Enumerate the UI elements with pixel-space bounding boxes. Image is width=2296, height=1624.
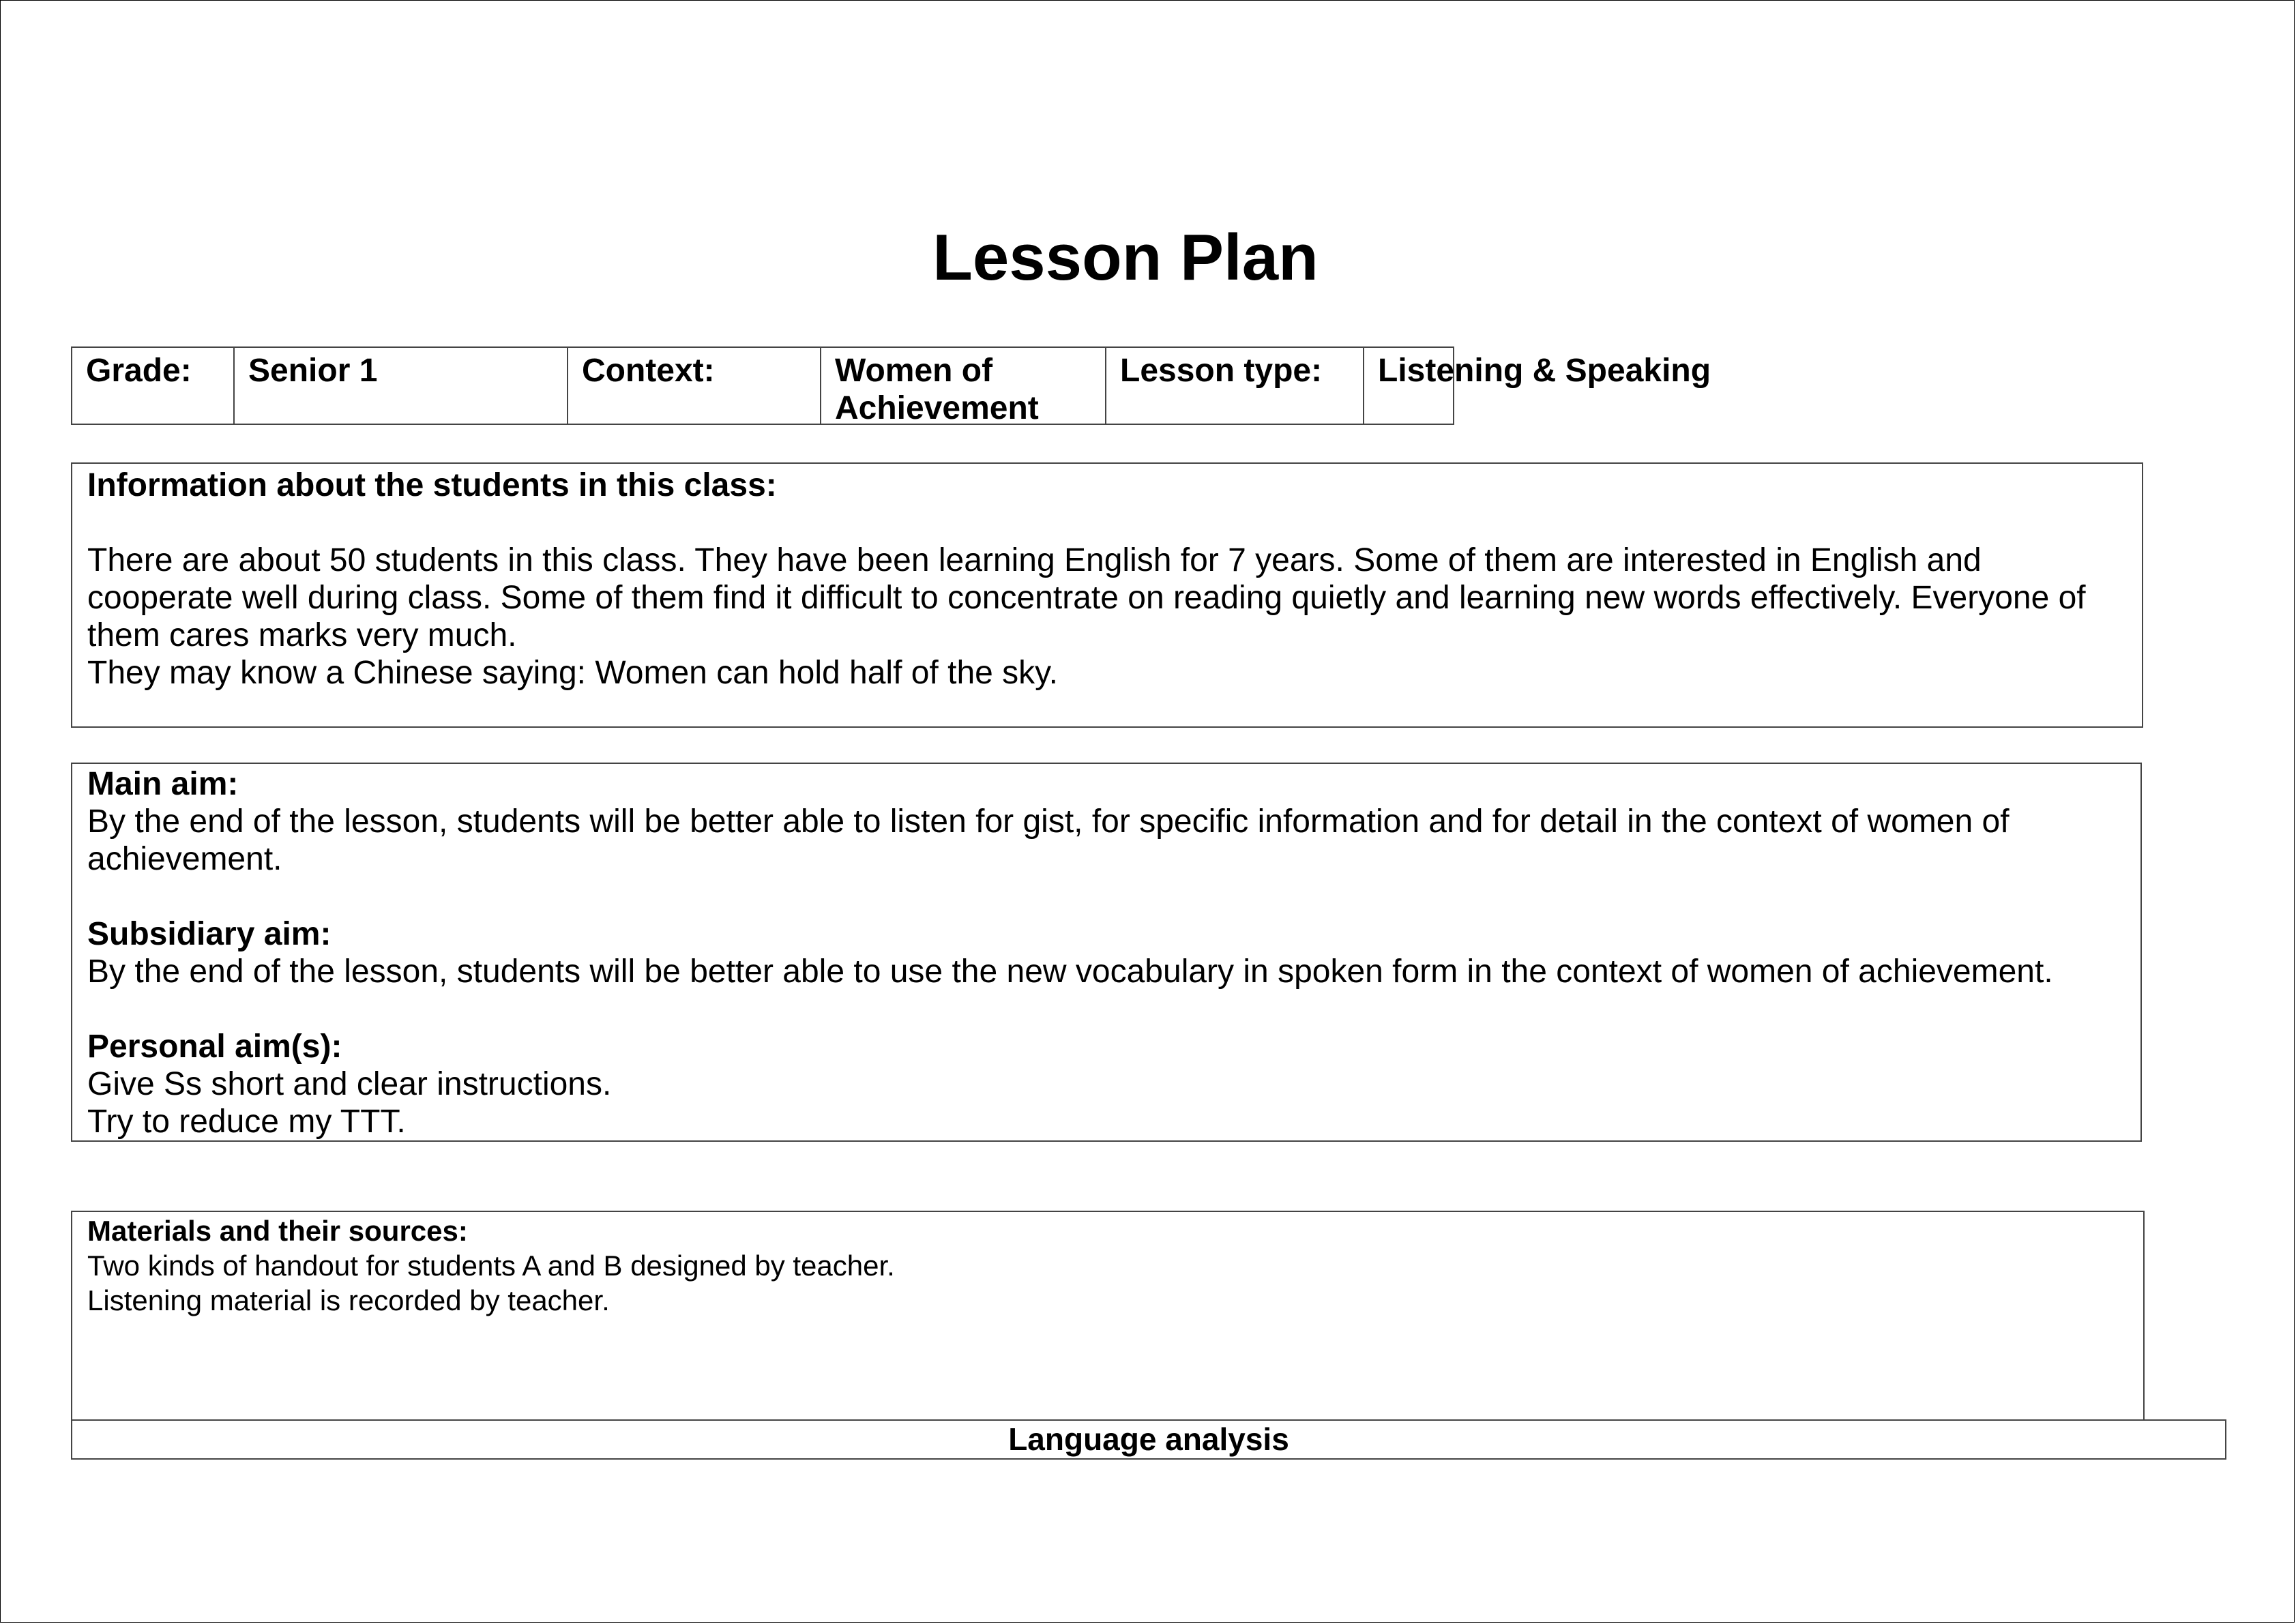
- language-analysis-heading: Language analysis: [1008, 1421, 1289, 1457]
- context-value-line1: Women of: [835, 353, 993, 389]
- students-info-box: [71, 462, 2143, 728]
- students-info-line1: There are about 50 students in this class. They have been learning English for 7 years. Some of them are interested in English and: [87, 542, 1982, 578]
- materials-box: [71, 1211, 2145, 1421]
- students-info-heading: Information about the students in this class:: [87, 467, 777, 503]
- subsidiary-aim-heading: Subsidiary aim:: [87, 916, 332, 952]
- context-label: Context:: [568, 348, 821, 424]
- header-table: [71, 346, 1711, 426]
- students-info-line4: They may know a Chinese saying: Women can hold half of the sky.: [87, 655, 1058, 691]
- personal-aim-heading: Personal aim(s):: [87, 1029, 342, 1065]
- context-value-line2: Achievement: [835, 390, 1039, 426]
- lesson-type-label: Lesson type:: [1106, 348, 1364, 424]
- subsidiary-aim-text: By the end of the lesson, students will be better able to use the new vocabulary in spoken form in the context of women of achievement.: [87, 954, 2053, 990]
- grade-value: Senior 1: [235, 348, 568, 424]
- materials-line2: Listening material is recorded by teacher.: [87, 1284, 610, 1316]
- context-value: [821, 348, 1106, 424]
- main-aim-line2: achievement.: [87, 841, 282, 877]
- students-info-line3: them cares marks very much.: [87, 617, 517, 653]
- grade-label: Grade:: [72, 348, 235, 424]
- materials-heading: Materials and their sources:: [87, 1215, 468, 1247]
- main-aim-line1: By the end of the lesson, students will be better able to listen for gist, for specific information and for detail in the context of women of: [87, 803, 2010, 840]
- personal-aim-line1: Give Ss short and clear instructions.: [87, 1066, 612, 1102]
- language-analysis-box: [71, 1419, 2226, 1460]
- lesson-type-value: Listening & Speaking: [1378, 353, 1711, 389]
- page-title: Lesson Plan: [932, 221, 1319, 294]
- materials-line1: Two kinds of handout for students A and B designed by teacher.: [87, 1250, 895, 1282]
- students-info-line2: cooperate well during class. Some of them find it difficult to concentrate on reading quietly and learning new words effectively. Everyone of: [87, 580, 2086, 616]
- main-aim-heading: Main aim:: [87, 766, 239, 802]
- personal-aim-line2: Try to reduce my TTT.: [87, 1104, 406, 1140]
- aims-box: [71, 763, 2142, 1142]
